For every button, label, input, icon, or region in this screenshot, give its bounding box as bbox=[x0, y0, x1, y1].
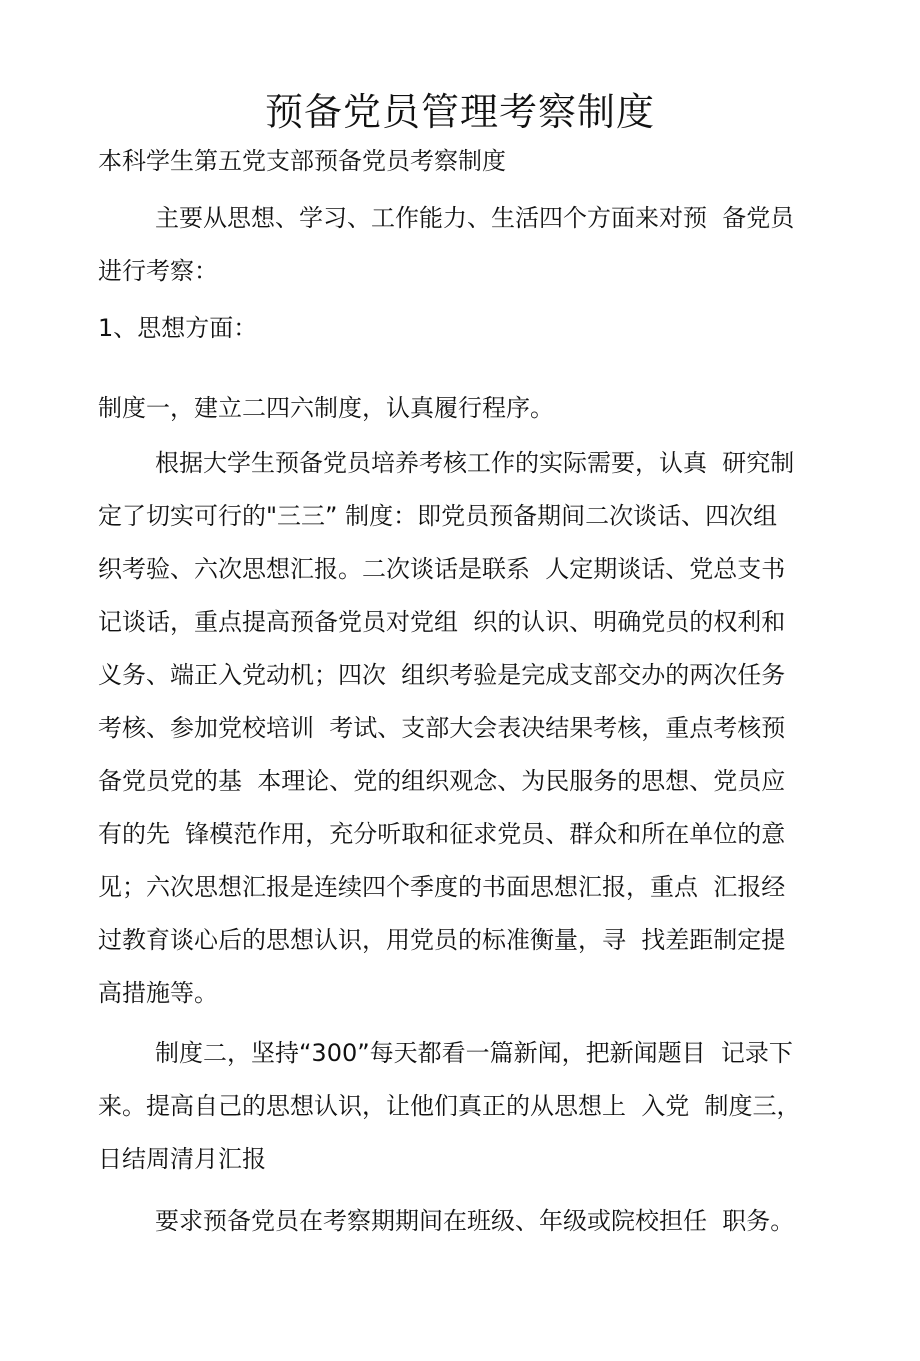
paragraph-line: 备党员党的基 本理论、党的组织观念、为民服务的思想、党员应 bbox=[98, 767, 786, 795]
paragraph-line: 来。提高自己的思想认识，让他们真正的从思想上 入党 制度三， bbox=[98, 1092, 801, 1120]
paragraph-line: 高措施等。 bbox=[98, 979, 218, 1007]
paragraph-line: 进行考察： bbox=[98, 257, 218, 285]
paragraph-line: 制度二，坚持“300”每天都看一篇新闻，把新闻题目 记录下 bbox=[155, 1039, 793, 1067]
paragraph-line: 考核、参加党校培训 考试、支部大会表决结果考核，重点考核预 bbox=[98, 714, 786, 742]
paragraph-line: 记谈话，重点提高预备党员对党组 织的认识、明确党员的权利和 bbox=[98, 608, 786, 636]
paragraph-line: 主要从思想、学习、工作能力、生活四个方面来对预 备党员 bbox=[155, 204, 795, 232]
document-title: 预备党员管理考察制度 bbox=[264, 90, 655, 134]
paragraph-line: 见；六次思想汇报是连续四个季度的书面思想汇报，重点 汇报经 bbox=[98, 873, 786, 901]
document-subtitle: 本科学生第五党支部预备党员考察制度 bbox=[98, 147, 506, 175]
paragraph-line: 日结周清月汇报 bbox=[98, 1145, 266, 1173]
paragraph-line: 要求预备党员在考察期期间在班级、年级或院校担任 职务。 bbox=[155, 1207, 795, 1235]
paragraph-line: 织考验、六次思想汇报。二次谈话是联系 人定期谈话、党总支书 bbox=[98, 555, 786, 583]
section-heading: 1、思想方面： bbox=[98, 314, 258, 342]
paragraph-line: 根据大学生预备党员培养考核工作的实际需要，认真 研究制 bbox=[155, 449, 795, 477]
paragraph-line: 制度一，建立二四六制度，认真履行程序。 bbox=[98, 394, 554, 422]
paragraph-line: 义务、端正入党动机；四次 组织考验是完成支部交办的两次任务 bbox=[98, 661, 786, 689]
paragraph-line: 有的先 锋模范作用，充分听取和征求党员、群众和所在单位的意 bbox=[98, 820, 786, 848]
paragraph-line: 过教育谈心后的思想认识，用党员的标准衡量，寻 找差距制定提 bbox=[98, 926, 786, 954]
paragraph-line: 定了切实可行的"三三” 制度：即党员预备期间二次谈话、四次组 bbox=[98, 502, 778, 530]
